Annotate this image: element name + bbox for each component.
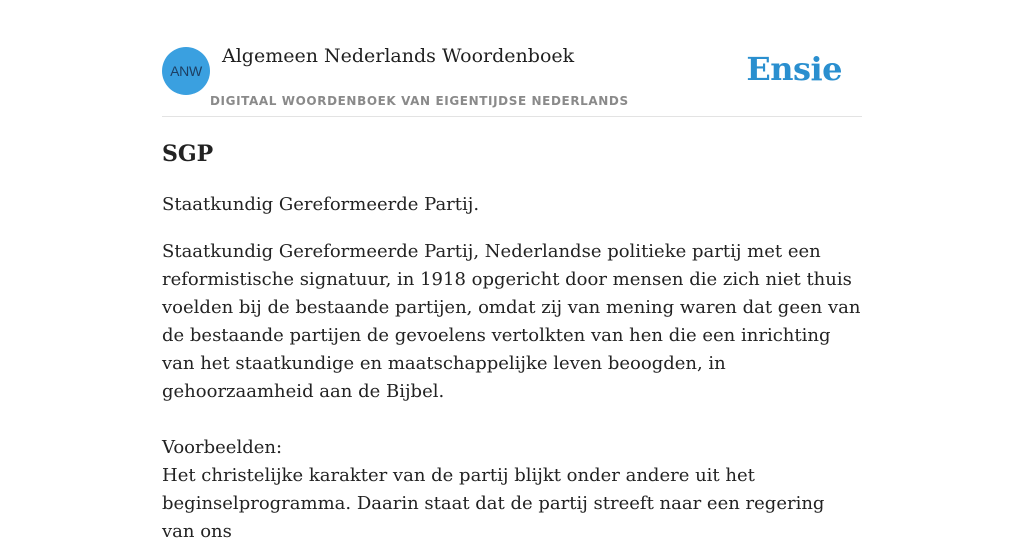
example-text: Het christelijke karakter van de partij blijkt onder andere uit het beginselprogramma. Daarin staat dat de partij streeft naar een regering van ons [162, 465, 825, 542]
ensie-brand-link[interactable]: Ensie [746, 50, 842, 88]
entry-short-definition: Staatkundig Gereformeerde Partij. [162, 194, 480, 215]
anw-logo[interactable] [162, 47, 210, 95]
entry-long-definition: Staatkundig Gereformeerde Partij, Nederlandse politieke partij met een reformistische signatuur, in 1918 opgericht door mensen die zich niet thuis voelden bij de bestaande partijen, omdat zij van mening waren dat geen van de bestaande partijen de gevoelens vertolkten van hen die een inrichting van het staatkundige en maatschappelijke leven beoogden, in gehoorzaamheid aan de Bijbel. [162, 241, 861, 402]
entry-content [162, 138, 862, 546]
site-title[interactable]: Algemeen Nederlands Woordenboek [222, 45, 575, 67]
site-header [162, 0, 862, 117]
logo-text: ANW [170, 63, 202, 79]
entry-headword: SGP [162, 141, 214, 167]
examples-label: Voorbeelden: [162, 437, 283, 458]
site-subtitle: DIGITAAL WOORDENBOEK VAN EIGENTIJDSE NEDERLANDS [210, 94, 629, 108]
